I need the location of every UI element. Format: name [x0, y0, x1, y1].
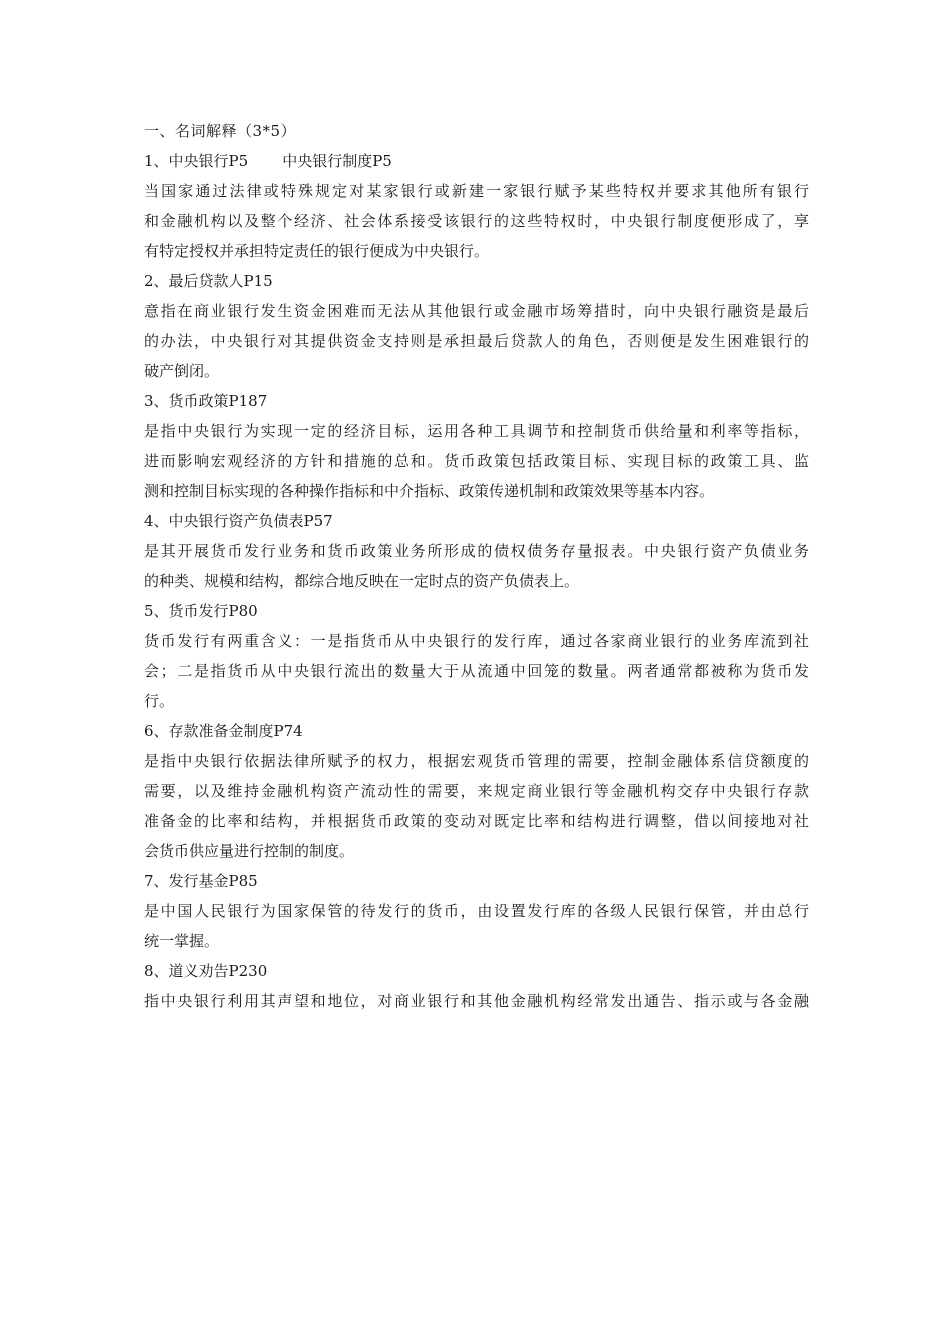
- term-heading: 6、存款准备金制度P74: [144, 722, 303, 740]
- definition-line: 准备金的比率和结构，并根据货币政策的变动对既定比率和结构进行调整，借以间接地对社: [144, 812, 809, 830]
- definition-line: 统一掌握。: [144, 932, 220, 950]
- definition-line: 是指中央银行依据法律所赋予的权力，根据宏观货币管理的需要，控制金融体系信贷额度的: [144, 752, 809, 770]
- definition-line: 是其开展货币发行业务和货币政策业务所形成的债权债务存量报表。中央银行资产负债业务: [144, 542, 809, 560]
- definition-line: 会；二是指货币从中央银行流出的数量大于从流通中回笼的数量。两者通常都被称为货币发: [144, 662, 809, 680]
- definition-line: 是指中央银行为实现一定的经济目标，运用各种工具调节和控制货币供给量和利率等指标，: [144, 422, 809, 440]
- definition-line: 会货币供应量进行控制的制度。: [144, 842, 355, 860]
- term-heading: 5、货币发行P80: [144, 602, 258, 620]
- definition-line: 意指在商业银行发生资金困难而无法从其他银行或金融市场筹措时，向中央银行融资是最后: [144, 302, 809, 320]
- definition-line: 指中央银行利用其声望和地位，对商业银行和其他金融机构经常发出通告、指示或与各金融: [144, 992, 809, 1010]
- definition-line: 是中国人民银行为国家保管的待发行的货币，由设置发行库的各级人民银行保管，并由总行: [144, 902, 809, 920]
- term-heading: 3、货币政策P187: [144, 392, 268, 410]
- section-title: 一、名词解释（3*5）: [144, 122, 297, 140]
- definition-line: 行。: [144, 692, 175, 710]
- term-heading: [144, 146, 809, 176]
- term-heading-central-bank-system: 中央银行制度P5: [282, 152, 392, 170]
- definition-line: 货币发行有两重含义：一是指货币从中央银行的发行库，通过各家商业银行的业务库流到社: [144, 632, 809, 650]
- term-heading: 8、道义劝告P230: [144, 962, 268, 980]
- document-body: [144, 116, 809, 1016]
- definition-line: 需要，以及维持金融机构资产流动性的需要，来规定商业银行等金融机构交存中央银行存款: [144, 782, 809, 800]
- definition-line: 测和控制目标实现的各种操作指标和中介指标、政策传递机制和政策效果等基本内容。: [144, 482, 715, 500]
- term-heading-central-bank: 1、中央银行P5: [144, 152, 249, 170]
- definition-line: 的办法，中央银行对其提供资金支持则是承担最后贷款人的角色，否则便是发生困难银行的: [144, 332, 809, 350]
- definition-line: 当国家通过法律或特殊规定对某家银行或新建一家银行赋予某些特权并要求其他所有银行: [144, 182, 809, 200]
- definition-line: 和金融机构以及整个经济、社会体系接受该银行的这些特权时，中央银行制度便形成了，享: [144, 212, 809, 230]
- definition-line: 的种类、规模和结构，都综合地反映在一定时点的资产负债表上。: [144, 572, 580, 590]
- definition-line: 有特定授权并承担特定责任的银行便成为中央银行。: [144, 242, 490, 260]
- term-heading: 7、发行基金P85: [144, 872, 258, 890]
- term-heading: 2、最后贷款人P15: [144, 272, 273, 290]
- definition-line: 进而影响宏观经济的方针和措施的总和。货币政策包括政策目标、实现目标的政策工具、监: [144, 452, 809, 470]
- term-heading: 4、中央银行资产负债表P57: [144, 512, 333, 530]
- definition-line: 破产倒闭。: [144, 362, 220, 380]
